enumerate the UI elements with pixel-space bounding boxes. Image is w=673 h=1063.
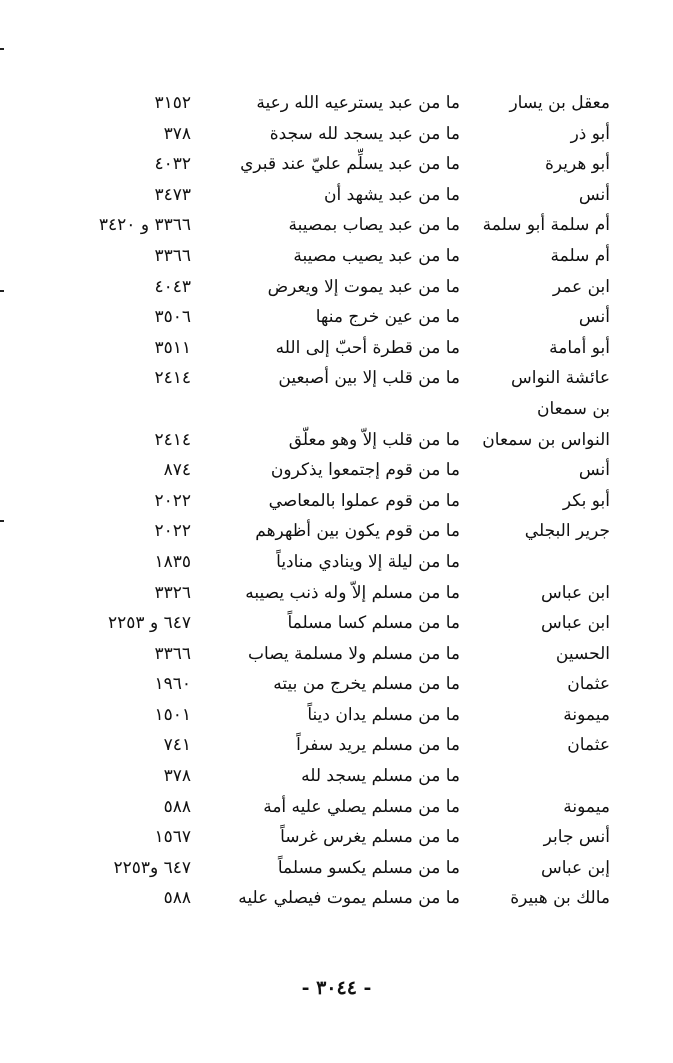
hadith-opening: ما من قطرة أحبّ إلى الله — [275, 337, 460, 358]
hadith-reference-number: ٥٨٨ — [163, 796, 191, 817]
index-row — [0, 547, 673, 578]
hadith-reference-number: ٢٤١٤ — [154, 368, 191, 389]
hadith-reference-number: ٢٠٢٢ — [154, 490, 191, 511]
hadith-opening: ما من مسلم يصلي عليه أمة — [263, 796, 460, 817]
index-row — [0, 730, 673, 761]
hadith-reference-number: ٢٤١٤ — [154, 429, 191, 450]
hadith-opening: ما من عبد يموت إلا ويعرض — [267, 276, 460, 297]
narrator-name: ابن عمر — [552, 276, 610, 297]
hadith-opening: ما من مسلم يغرس غرساً — [280, 827, 460, 848]
hadith-reference-number: ٣٧٨ — [163, 766, 191, 787]
hadith-opening: ما من عبد يصيب مصيبة — [293, 245, 460, 266]
narrator-name: جرير البجلي — [524, 521, 610, 542]
narrator-name: أنس — [578, 307, 610, 328]
narrator-name: أنس — [578, 184, 610, 205]
index-row — [0, 119, 673, 150]
hadith-opening: ما من عبد يسلِّم عليّ عند قبري — [240, 154, 460, 175]
index-row — [0, 241, 673, 272]
hadith-opening: ما من قوم إجتمعوا يذكرون — [270, 460, 460, 481]
hadith-reference-number: ٣٣٦٦ — [154, 643, 191, 664]
index-row — [0, 88, 673, 119]
hadith-reference-number: ٣٤٧٣ — [154, 184, 191, 205]
hadith-reference-number: ٤٠٤٣ — [154, 276, 191, 297]
index-row — [0, 455, 673, 486]
hadith-reference-number: ١٩٦٠ — [154, 674, 191, 695]
narrator-name: عثمان — [567, 735, 610, 756]
narrator-name: ابن عباس — [540, 613, 610, 634]
hadith-opening: ما من مسلم إلاّ وله ذنب يصيبه — [245, 582, 460, 603]
index-row — [0, 272, 673, 303]
hadith-reference-number: ١٨٣٥ — [154, 551, 191, 572]
narrator-name: أبو ذر — [570, 123, 610, 144]
hadith-opening: ما من ليلة إلا وينادي منادياً — [276, 551, 460, 572]
narrator-name: معقل بن يسار — [509, 93, 610, 113]
hadith-reference-number: ١٥٠١ — [154, 704, 191, 725]
narrator-name: أبو هريرة — [544, 154, 610, 175]
hadith-reference-number: ٣٣٢٦ — [154, 582, 191, 603]
narrator-name: أم سلمة أبو سلمة — [482, 215, 610, 236]
hadith-opening: ما من مسلم يسجد لله — [301, 766, 460, 787]
narrator-name: إبن عباس — [540, 857, 610, 878]
hadith-opening: ما من عبد يسترعيه الله رعية — [256, 93, 460, 113]
hadith-opening: ما من مسلم كسا مسلماً — [287, 613, 460, 634]
margin-mark — [0, 48, 4, 50]
hadith-opening: ما من مسلم ولا مسلمة يصاب — [248, 643, 460, 664]
narrator-name: عثمان — [567, 674, 610, 695]
index-row — [0, 302, 673, 333]
hadith-reference-number: ٣١٥٢ — [154, 93, 191, 113]
hadith-reference-number: ٣٥١١ — [154, 337, 191, 358]
hadith-reference-number: ٤٠٣٢ — [154, 154, 191, 175]
narrator-name: عائشة النواس — [510, 368, 610, 389]
hadith-opening: ما من مسلم يخرج من بيته — [273, 674, 460, 695]
narrator-name: بن سمعان — [536, 398, 610, 419]
narrator-name: ميمونة — [563, 796, 610, 817]
index-row — [0, 149, 673, 180]
hadith-opening: ما من قلب إلا بين أصبعين — [278, 368, 460, 389]
index-row — [0, 578, 673, 609]
index-row — [0, 363, 673, 394]
index-row — [0, 853, 673, 884]
hadith-reference-number: ٧٤١ — [163, 735, 191, 756]
narrator-name: مالك بن هبيرة — [510, 888, 610, 909]
hadith-reference-number: ٦٤٧ و٢٢٥٣ — [113, 857, 191, 878]
narrator-name: أبو أمامة — [549, 337, 610, 358]
hadith-opening: ما من عبد يصاب بمصيبة — [288, 215, 460, 236]
index-row — [0, 394, 673, 425]
narrator-name: أبو بكر — [562, 490, 610, 511]
hadith-reference-number: ٦٤٧ و ٢٢٥٣ — [108, 613, 191, 634]
index-row — [0, 700, 673, 731]
index-row — [0, 639, 673, 670]
hadith-opening: ما من مسلم يدان ديناً — [307, 704, 460, 725]
index-row — [0, 210, 673, 241]
narrator-name: أم سلمة — [550, 245, 610, 266]
narrator-name: ابن عباس — [540, 582, 610, 603]
hadith-opening: ما من مسلم يموت فيصلي عليه — [238, 888, 460, 909]
hadith-reference-number: ٣٥٠٦ — [154, 307, 191, 328]
hadith-reference-number: ٨٧٤ — [163, 460, 191, 481]
hadith-index-table — [0, 88, 673, 914]
hadith-opening: ما من قوم عملوا بالمعاصي — [268, 490, 460, 511]
narrator-name: ميمونة — [563, 704, 610, 725]
index-row — [0, 516, 673, 547]
narrator-name: أنس — [578, 460, 610, 481]
narrator-name: أنس جابر — [543, 827, 610, 848]
hadith-opening: ما من مسلم يكسو مسلماً — [277, 857, 460, 878]
hadith-reference-number: ٣٣٦٦ و ٣٤٢٠ — [98, 215, 191, 236]
index-row — [0, 792, 673, 823]
index-row — [0, 333, 673, 364]
narrator-name: النواس بن سمعان — [482, 429, 610, 450]
hadith-reference-number: ٥٨٨ — [163, 888, 191, 909]
index-row — [0, 486, 673, 517]
page-number: - ٣٠٤٤ - — [301, 977, 372, 999]
hadith-reference-number: ٢٠٢٢ — [154, 521, 191, 542]
hadith-opening: ما من عبد يشهد أن — [323, 184, 460, 205]
hadith-opening: ما من قلب إلاّ وهو معلّق — [288, 429, 460, 450]
hadith-opening: ما من قوم يكون بين أظهرهم — [255, 521, 460, 542]
hadith-reference-number: ٣٣٦٦ — [154, 245, 191, 266]
index-row — [0, 822, 673, 853]
index-row — [0, 761, 673, 792]
hadith-opening: ما من عين خرج منها — [315, 307, 460, 328]
index-row — [0, 180, 673, 211]
index-row — [0, 425, 673, 456]
hadith-opening: ما من عبد يسجد لله سجدة — [269, 123, 460, 144]
narrator-name: الحسين — [555, 643, 610, 664]
index-row — [0, 608, 673, 639]
index-row — [0, 883, 673, 914]
hadith-opening: ما من مسلم يريد سفراً — [296, 735, 460, 756]
index-row — [0, 669, 673, 700]
hadith-reference-number: ٣٧٨ — [163, 123, 191, 144]
hadith-reference-number: ١٥٦٧ — [154, 827, 191, 848]
